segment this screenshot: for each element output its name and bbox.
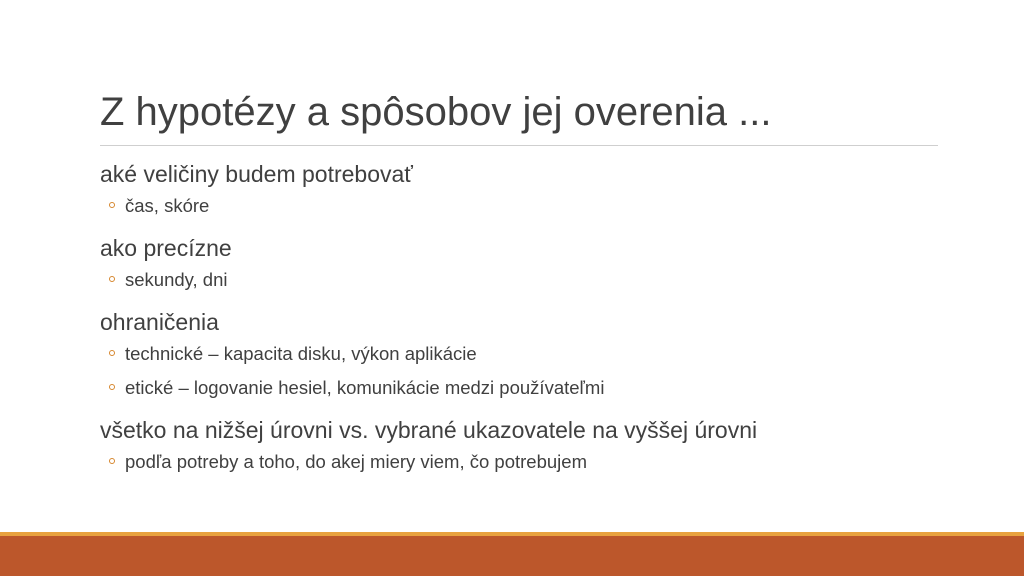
circle-bullet-icon xyxy=(109,350,115,356)
sub-bullet-text: technické – kapacita disku, výkon aplikácie xyxy=(125,343,477,364)
circle-bullet-icon xyxy=(109,458,115,464)
bullet-group xyxy=(100,232,950,292)
sub-bullet xyxy=(100,341,950,366)
sub-bullet xyxy=(100,193,950,218)
circle-bullet-icon xyxy=(109,276,115,282)
title-divider xyxy=(100,145,938,146)
slide-content xyxy=(100,158,950,474)
sub-bullet-text: etické – logovanie hesiel, komunikácie medzi používateľmi xyxy=(125,377,605,398)
footer-bar xyxy=(0,536,1024,576)
bullet-heading: aké veličiny budem potrebovať xyxy=(100,161,413,187)
bullet-group xyxy=(100,414,950,474)
circle-bullet-icon xyxy=(109,202,115,208)
bullet-heading: všetko na nižšej úrovni vs. vybrané ukazovatele na vyššej úrovni xyxy=(100,417,758,443)
sub-bullet xyxy=(100,267,950,292)
circle-bullet-icon xyxy=(109,384,115,390)
sub-bullet-text: podľa potreby a toho, do akej miery viem, čo potrebujem xyxy=(125,451,587,472)
sub-bullet xyxy=(100,449,950,474)
sub-bullet xyxy=(100,375,950,400)
bullet-heading: ako precízne xyxy=(100,235,232,261)
bullet-group xyxy=(100,158,950,218)
slide-title: Z hypotézy a spôsobov jej overenia ... xyxy=(100,90,772,134)
bullet-group xyxy=(100,306,950,400)
sub-bullet-text: sekundy, dni xyxy=(125,269,228,290)
bullet-heading: ohraničenia xyxy=(100,309,219,335)
sub-bullet-text: čas, skóre xyxy=(125,195,210,216)
